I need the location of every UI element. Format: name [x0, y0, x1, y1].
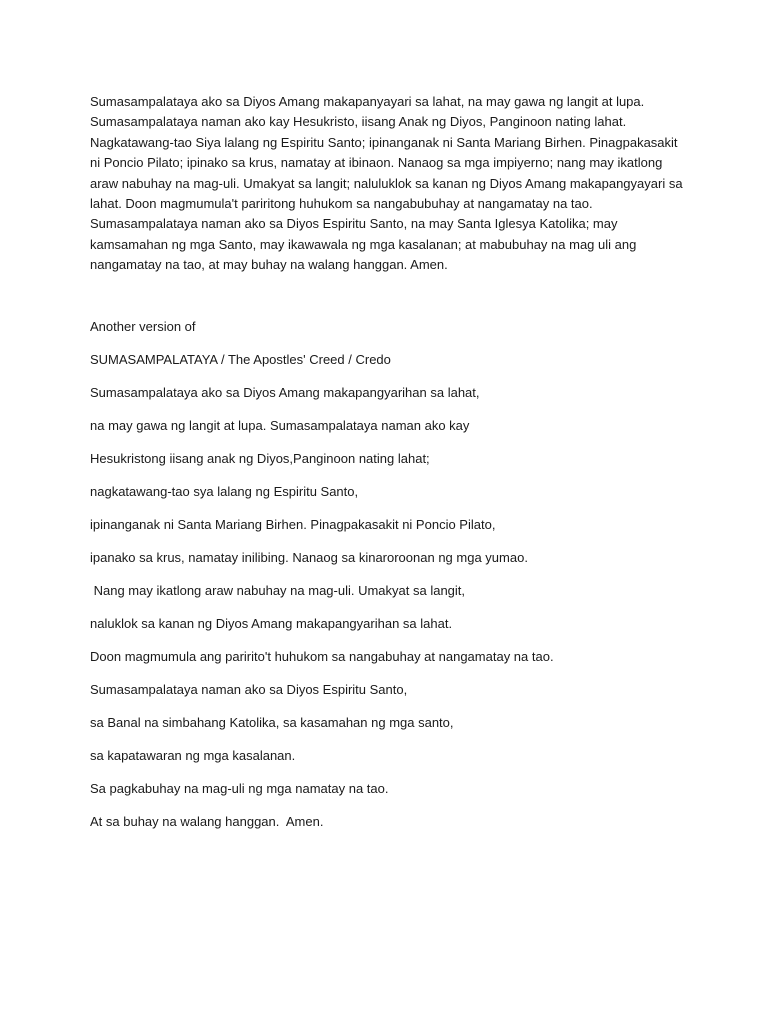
- creed-line: Doon magmumula ang paririto't huhukom sa nangabuhay at nangamatay na tao.: [90, 649, 554, 664]
- creed-paragraph: Sumasampalataya ako sa Diyos Amang makapanyayari sa lahat, na may gawa ng langit at lupa. Sumasampalataya naman ako kay Hesukristo, iisang Anak ng Diyos, Panginoon nating lahat. Nagkatawang-tao Siya lalang ng Espiritu Santo; ipinanganak ni Santa Mariang Birhen. Pinagpakasakit ni Poncio Pilato; ipinako sa krus, namatay at ibinaon. Nanaog sa mga impiyerno; nang may ikatlong araw nabuhay na mag-uli. Umakyat sa langit; naluluklok sa kanan ng Diyos Amang makapangyayari sa lahat. Doon magmumula't pariritong huhukom sa nangabubuhay at nangamatay na tao. Sumasampalataya naman ako sa Diyos Espiritu Santo, na may Santa Iglesya Katolika; may kamsamahan ng mga Santo, may ikawawala ng mga kasalanan; at mabubuhay na mag uli ang nangamatay na tao, at may buhay na walang hanggan. Amen.: [90, 94, 683, 273]
- creed-heading: SUMASAMPALATAYA / The Apostles' Creed / Credo: [90, 352, 391, 367]
- creed-line: Sa pagkabuhay na mag-uli ng mga namatay na tao.: [90, 781, 389, 796]
- version-intro-line: Another version of: [90, 319, 196, 334]
- creed-line: na may gawa ng langit at lupa. Sumasampalataya naman ako kay: [90, 418, 470, 433]
- creed-line: sa Banal na simbahang Katolika, sa kasamahan ng mga santo,: [90, 715, 454, 730]
- creed-line: nagkatawang-tao sya lalang ng Espiritu Santo,: [90, 484, 359, 499]
- creed-line: Nang may ikatlong araw nabuhay na mag-uli. Umakyat sa langit,: [90, 583, 466, 598]
- creed-line: naluklok sa kanan ng Diyos Amang makapangyarihan sa lahat.: [90, 616, 453, 631]
- creed-line: sa kapatawaran ng mga kasalanan.: [90, 748, 296, 763]
- creed-line: Sumasampalataya ako sa Diyos Amang makapangyarihan sa lahat,: [90, 385, 480, 400]
- creed-line: ipinanganak ni Santa Mariang Birhen. Pinagpakasakit ni Poncio Pilato,: [90, 517, 496, 532]
- creed-line: ipanako sa krus, namatay inilibing. Nanaog sa kinaroroonan ng mga yumao.: [90, 550, 528, 565]
- creed-line: Hesukristong iisang anak ng Diyos,Panginoon nating lahat;: [90, 451, 430, 466]
- creed-line: At sa buhay na walang hanggan. Amen.: [90, 814, 324, 829]
- creed-line: Sumasampalataya naman ako sa Diyos Espiritu Santo,: [90, 682, 408, 697]
